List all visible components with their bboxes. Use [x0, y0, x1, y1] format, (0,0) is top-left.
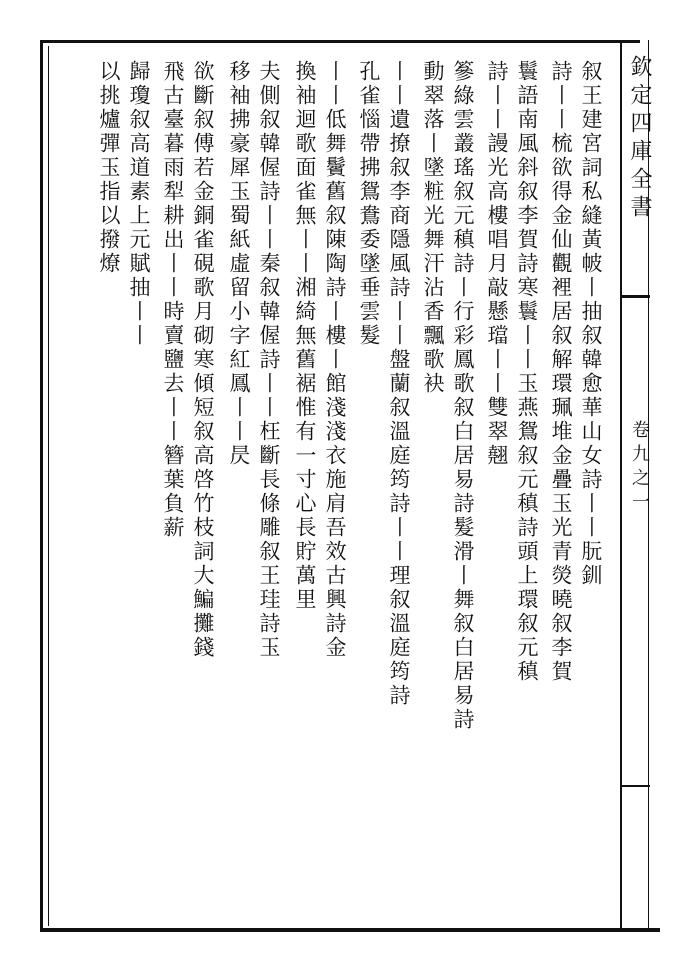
- header-divider: [620, 295, 650, 298]
- text-column-3: 鬟語南風斜叙李賀詩寒鬟丨丨玉燕鴛叙元稹詩頭上環叙元稹: [515, 60, 539, 684]
- text-column-10: 換袖迴歌面雀無丨丨湘綺無舊裾惟有一寸心長貯萬里: [293, 60, 317, 612]
- frame-left-rule: [40, 40, 43, 932]
- text-column-9: 丨丨低舞鬢舊叙陳陶詩丨樓丨館淺淺衣施肩吾效古興詩金: [323, 60, 347, 660]
- text-column-6: 動翠落丨墜粧光舞汗沾香飄歌袂: [421, 60, 445, 396]
- text-column-5: 篸綠雲叢瑤叙元稹詩丨行彩鳳歌叙白居易詩髮滑丨舞叙白居易詩: [451, 60, 475, 732]
- text-column-14: 飛古臺暮雨犁耕出丨丨時賣鹽去丨丨簪葉負薪: [161, 60, 185, 540]
- frame-bottom-rule: [40, 928, 660, 932]
- frame-top-rule: [40, 40, 640, 43]
- text-column-12: 移袖拂豪犀玉蜀紙虛留小字紅鳳丨丨昃: [227, 60, 251, 468]
- text-column-4: 詩丨丨謾光高樓唱月敲懸璫丨丨雙翠翹: [485, 60, 509, 468]
- text-column-11: 夫側叙韓偓詩丨丨秦叙韓偓詩丨丨枉斷長條雕叙王珪詩玉: [257, 60, 281, 660]
- text-column-2: 詩丨丨梳欲得金仙觀裡居叙解環珮堆金疊玉光青熒曉叙李賀: [549, 60, 573, 684]
- frame-left-inner-rule: [48, 46, 49, 926]
- text-column-15: 歸瓊叙高道素上元賦抽丨丨: [127, 60, 151, 348]
- volume-label: 卷九之一: [629, 420, 650, 516]
- volume-divider: [620, 785, 650, 787]
- book-title: 欽定四庫全書: [627, 55, 652, 223]
- text-column-7: 丨丨遺撩叙李商隱風詩丨丨盤蘭叙溫庭筠詩丨丨理叙溫庭筠詩: [387, 60, 411, 708]
- frame-right-rule: [620, 40, 622, 932]
- text-column-8: 孔雀惱帶拂鴛鴦委墜垂雲髮: [357, 60, 381, 348]
- text-column-1: 叙王建宮詞私縫黃帔丨抽叙韓愈華山女詩丨丨朊釧: [579, 60, 603, 588]
- text-column-13: 欲斷叙傅若金銅雀硯歌月砌寒傾短叙高啓竹枝詞大鯿攤錢: [191, 60, 215, 660]
- text-column-16: 以挑爐彈玉指以撥燎: [97, 60, 121, 276]
